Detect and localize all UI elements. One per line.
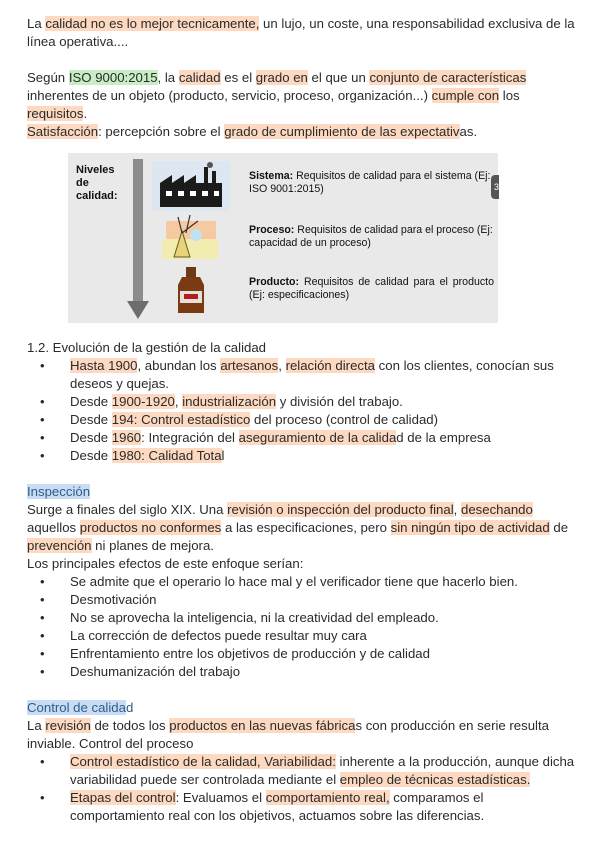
highlight: Etapas del control xyxy=(70,790,176,805)
inspection-effects-intro: Los principales efectos de este enfoque serían: xyxy=(27,556,304,571)
quality-control-list xyxy=(27,753,579,825)
text: los xyxy=(499,88,520,103)
evolution-section xyxy=(27,339,579,465)
factory-icon xyxy=(152,161,230,211)
text: La xyxy=(27,16,46,31)
highlight-blue: Inspección xyxy=(27,484,91,499)
highlight-blue: Control de calida xyxy=(27,700,126,715)
bottle-icon xyxy=(152,265,230,315)
list-item xyxy=(27,429,579,447)
text: , abundan los xyxy=(137,358,221,373)
list-item: • La corrección de defectos puede resultar muy cara xyxy=(27,627,579,645)
highlight: comportamiento real, xyxy=(265,790,390,805)
text: : Evaluamos el xyxy=(175,790,266,805)
list-item: • Deshumanización del trabajo xyxy=(27,663,579,681)
text: Desde xyxy=(70,412,112,427)
highlight: sin ningún tipo de actividad xyxy=(390,520,550,535)
highlight: aseguramiento de la calida xyxy=(238,430,397,445)
list-item: • No se aprovecha la inteligencia, ni la creatividad del empleado. xyxy=(27,609,579,627)
evolution-heading: 1.2. Evolución de la gestión de la calidad xyxy=(27,340,267,355)
figure-item-product xyxy=(249,276,494,302)
text: el que un xyxy=(307,70,370,85)
highlight: calidad no es lo mejor tecnicamente, xyxy=(45,16,260,31)
text: : percepción sobre el xyxy=(98,124,225,139)
inspection-section xyxy=(27,483,579,681)
list-item xyxy=(27,411,579,429)
text: Surge a finales del siglo XIX. Una xyxy=(27,502,228,517)
highlight: industrialización xyxy=(182,394,277,409)
inspection-paragraph xyxy=(27,501,579,555)
text: es el xyxy=(220,70,256,85)
text: Desde xyxy=(70,430,112,445)
evolution-list xyxy=(27,357,579,465)
quality-levels-figure xyxy=(68,153,498,323)
highlight: prevención xyxy=(27,538,92,553)
list-item xyxy=(27,393,579,411)
list-item: • Se admite que el operario lo hace mal y el verificador tiene que hacerlo bien. xyxy=(27,573,579,591)
list-item: • Enfrentamiento entre los objetivos de producción y de calidad xyxy=(27,645,579,663)
list-item xyxy=(27,753,579,789)
text: ni planes de mejora. xyxy=(91,538,214,553)
highlight: cumple con xyxy=(431,88,500,103)
text: Según xyxy=(27,70,69,85)
highlight: Satisfacción xyxy=(27,124,99,139)
highlight: calidad xyxy=(178,70,221,85)
figure-title xyxy=(76,164,118,203)
highlight: conjunto de características xyxy=(369,70,527,85)
figure-title-line: calidad: xyxy=(76,190,118,202)
list-item: • Desmotivación xyxy=(27,591,579,609)
highlight: grado en xyxy=(255,70,308,85)
text: de todos los xyxy=(90,718,170,733)
figure-item-text: Requisitos de calidad para el producto (Ej: especificaciones) xyxy=(249,276,494,301)
text: , xyxy=(278,358,286,373)
inspection-effects-list xyxy=(27,573,579,681)
quality-control-paragraph xyxy=(27,717,579,753)
highlight: requisitos xyxy=(27,106,84,121)
figure-item-process xyxy=(249,224,494,250)
text: comparamos el comportamiento real con los objetivos, actuamos sobre las diferencias. xyxy=(70,790,485,823)
text: : Integración del xyxy=(141,430,239,445)
list-item xyxy=(27,789,579,825)
down-arrow-icon xyxy=(127,159,149,319)
highlight: 194: Control estadístico xyxy=(111,412,251,427)
text: l xyxy=(221,448,225,463)
slide-tab: 3 xyxy=(491,175,499,199)
highlight: 1900-1920 xyxy=(111,394,175,409)
figure-item-label: Sistema: xyxy=(249,170,294,182)
highlight: 1960 xyxy=(111,430,142,445)
text: , la xyxy=(157,70,179,85)
figure-item-label: Producto: xyxy=(249,276,300,288)
highlight: Hasta 1900 xyxy=(70,358,138,373)
text: a las especificaciones, pero xyxy=(221,520,391,535)
figure-item-text: Requisitos de calidad para el proceso (Ej: capacidad de un proceso) xyxy=(249,224,493,249)
highlight: relación directa xyxy=(285,358,375,373)
quality-control-heading xyxy=(27,699,579,717)
text: as. xyxy=(459,124,478,139)
highlight: revisión o inspección del producto final xyxy=(227,502,454,517)
text: inherentes de un objeto (producto, servicio, proceso, organización...) xyxy=(27,88,432,103)
intro-paragraph-1 xyxy=(27,15,579,51)
highlight: grado de cumplimiento de las expectativ xyxy=(224,124,460,139)
intro-paragraph-3 xyxy=(27,123,579,141)
figure-item-system xyxy=(249,170,494,196)
list-item xyxy=(27,357,579,393)
text: d de la empresa xyxy=(396,430,491,445)
list-item xyxy=(27,447,579,465)
text: de xyxy=(549,520,569,535)
highlight: empleo de técnicas estadísticas. xyxy=(339,772,531,787)
highlight: artesanos xyxy=(220,358,279,373)
text: del proceso (control de calidad) xyxy=(250,412,439,427)
inspection-heading xyxy=(27,483,579,501)
text: d xyxy=(125,700,134,715)
text: . xyxy=(83,106,88,121)
text: , xyxy=(174,394,183,409)
highlight: revisión xyxy=(45,718,91,733)
text: con los clientes, conocían sus deseos y quejas. xyxy=(70,358,554,391)
text: Desde xyxy=(70,394,112,409)
text: s con producción en serie resulta inviable. Control del proceso xyxy=(27,718,549,751)
figure-item-text: Requisitos de calidad para el sistema (Ej: ISO 9001:2015) xyxy=(249,170,491,195)
figure-title-line: Niveles xyxy=(76,164,115,176)
highlight: 1980: Calidad Tota xyxy=(111,448,222,463)
text: aquellos xyxy=(27,520,80,535)
text: La xyxy=(27,718,46,733)
figure-item-label: Proceso: xyxy=(249,224,295,236)
text: y división del trabajo. xyxy=(276,394,403,409)
text: un lujo, un coste, una responsabilidad exclusiva de la línea operativa.... xyxy=(27,16,575,49)
highlight: productos en las nuevas fábrica xyxy=(169,718,356,733)
figure-title-line: de xyxy=(76,177,89,189)
highlight: desechando xyxy=(460,502,533,517)
highlight: productos no conformes xyxy=(79,520,222,535)
highlight: Control estadístico de la calidad, Variabilidad: xyxy=(70,754,336,769)
text: , xyxy=(453,502,461,517)
quality-control-section xyxy=(27,699,579,825)
document-page xyxy=(27,15,579,825)
intro-paragraph-2 xyxy=(27,69,579,123)
text: inherente a la producción, aunque dicha variabilidad puede ser controlada mediante el xyxy=(70,754,575,787)
process-hands-icon xyxy=(152,213,230,263)
highlight-green: ISO 9000:2015 xyxy=(68,70,158,85)
text: Desde xyxy=(70,448,112,463)
